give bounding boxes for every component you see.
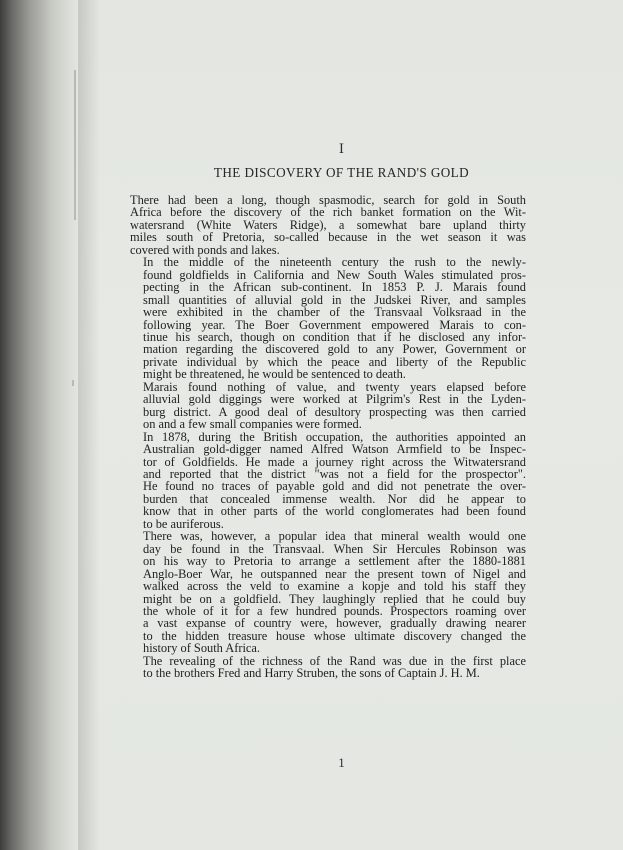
paragraph — [130, 655, 526, 680]
text-line: He found no traces of payable gold and did not penetrate the over- — [143, 479, 526, 494]
paragraph — [130, 431, 526, 531]
text-line: following year. The Boer Government empowered Marais to con- — [143, 317, 526, 332]
chapter-number: I — [338, 142, 345, 157]
text-line: Anglo-Boer War, he outspanned near the present town of Nigel and — [143, 566, 526, 581]
page-number: 1 — [338, 755, 345, 770]
text-line: to the hidden treasure house whose ultimate discovery changed the — [143, 628, 526, 643]
text-line: pecting in the African sub-continent. In 1853 P. J. Marais found — [143, 280, 526, 295]
text-line: burden that concealed immense wealth. Nor did he appear to — [143, 491, 526, 506]
paragraph — [130, 194, 526, 256]
text-line: miles south of Pretoria, so-called because in the wet season it was — [130, 230, 526, 245]
text-line: Australian gold-digger named Alfred Watson Armfield to be Inspec- — [143, 442, 526, 457]
text-line: mation regarding the discovered gold to any Power, Government or — [143, 342, 526, 357]
text-line: walked across the veld to examine a kopje and told his staff they — [143, 579, 526, 594]
text-line: the whole of it for a few hundred pounds. Prospectors roaming over — [143, 603, 526, 618]
chapter-body — [130, 194, 526, 680]
text-line: found goldfields in California and New South Wales stimulated pros- — [143, 267, 526, 282]
text-line: tor of Goldfields. He made a journey right across the Witwatersrand — [143, 454, 526, 469]
text-line: Marais found nothing of value, and twenty years elapsed before — [143, 379, 526, 394]
page-edge-mark — [72, 380, 74, 386]
text-line: to the brothers Fred and Harry Struben, the sons of Captain J. H. M. — [143, 666, 480, 681]
text-line: know that in other parts of the world conglomerates had been found — [143, 504, 526, 519]
paragraph — [130, 256, 526, 381]
text-line: history of South Africa. — [143, 641, 261, 656]
paragraph — [130, 530, 526, 655]
text-line: watersrand (White Waters Ridge), a somewhat bare upland thirty — [130, 217, 526, 232]
text-line: alluvial gold diggings were worked at Pilgrim's Rest in the Lyden- — [143, 392, 526, 407]
text-line: a vast expanse of country were, however, gradually drawing nearer — [143, 616, 526, 631]
text-line: In the middle of the nineteenth century the rush to the newly- — [143, 255, 526, 270]
text-line: were exhibited in the chamber of the Transvaal Volksraad in the — [143, 305, 526, 320]
text-line: on his way to Pretoria to arrange a settlement after the 1880-1881 — [143, 554, 526, 569]
text-line: day be found in the Transvaal. When Sir Hercules Robinson was — [143, 541, 526, 556]
text-line: The revealing of the richness of the Rand was due in the first place — [143, 653, 526, 668]
book-spine-gutter — [0, 0, 78, 850]
text-line: might be on a goldfield. They laughingly replied that he could buy — [143, 591, 526, 606]
chapter-title: THE DISCOVERY OF THE RAND'S GOLD — [213, 165, 470, 180]
text-line: Africa before the discovery of the rich banket formation on the Wit- — [130, 205, 526, 220]
text-line: and reported that the district "was not a field for the prospector". — [143, 466, 526, 481]
text-line: might be threatened, he would be sentenced to death. — [143, 367, 406, 382]
text-line: to be auriferous. — [143, 516, 224, 531]
text-line: small quantities of alluvial gold in the Judskei River, and samples — [143, 292, 526, 307]
text-line: In 1878, during the British occupation, the authorities appointed an — [143, 429, 526, 444]
text-line: burg district. A good deal of desultory prospecting was then carried — [143, 404, 526, 419]
text-line: There had been a long, though spasmodic, search for gold in South — [130, 193, 526, 207]
paragraph — [130, 381, 526, 431]
text-line: private individual by which the peace and liberty of the Republic — [143, 354, 526, 369]
text-line: tinue his search, though on condition that if he disclosed any infor- — [143, 329, 526, 344]
text-line: There was, however, a popular idea that mineral wealth would one — [143, 529, 526, 544]
text-line: on and a few small companies were formed. — [143, 417, 362, 432]
text-line: covered with ponds and lakes. — [130, 242, 280, 257]
